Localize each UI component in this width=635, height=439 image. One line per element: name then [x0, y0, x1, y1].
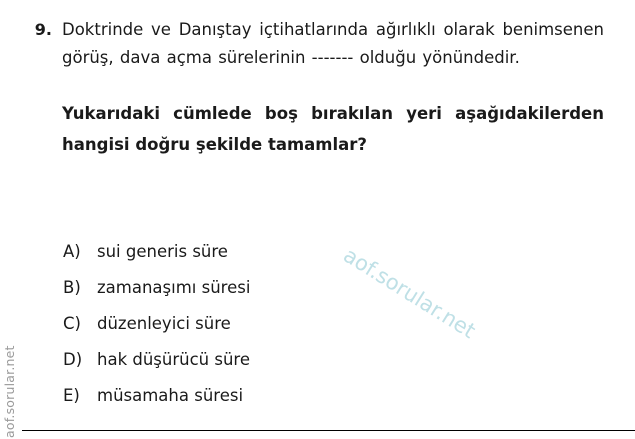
choice-list [63, 242, 563, 422]
choice-letter: E) [63, 386, 80, 405]
choice-letter: D) [63, 350, 83, 369]
diagonal-watermark: aof.sorular.net [339, 243, 480, 344]
question-prompt: Yukarıdaki cümlede boş bırakılan yeri aşağıdakilerden hangisi doğru şekilde tamamlar? [62, 104, 604, 154]
choice-text: zamanaşımı süresi [97, 278, 251, 297]
page-divider [22, 430, 635, 431]
choice-text: müsamaha süresi [97, 386, 244, 405]
question-block [22, 16, 622, 160]
side-watermark: aof.sorular.net [2, 345, 17, 438]
choice-text: sui generis süre [97, 242, 228, 261]
choice-text: hak düşürücü süre [97, 350, 250, 369]
choice-option-b[interactable] [63, 278, 563, 314]
question-number: 9. [34, 20, 52, 39]
choice-option-e[interactable] [63, 386, 563, 422]
choice-option-d[interactable] [63, 350, 563, 386]
choice-text: düzenleyici süre [97, 314, 231, 333]
choice-option-a[interactable] [63, 242, 563, 278]
choice-letter: A) [63, 242, 81, 261]
choice-letter: C) [63, 314, 81, 333]
choice-option-c[interactable] [63, 314, 563, 350]
question-text: Doktrinde ve Danıştay içtihatlarında ağırlıklı olarak benimsenen görüş, dava açma sürelerinin ------- olduğu yönündedir. [62, 20, 604, 67]
choice-letter: B) [63, 278, 81, 297]
